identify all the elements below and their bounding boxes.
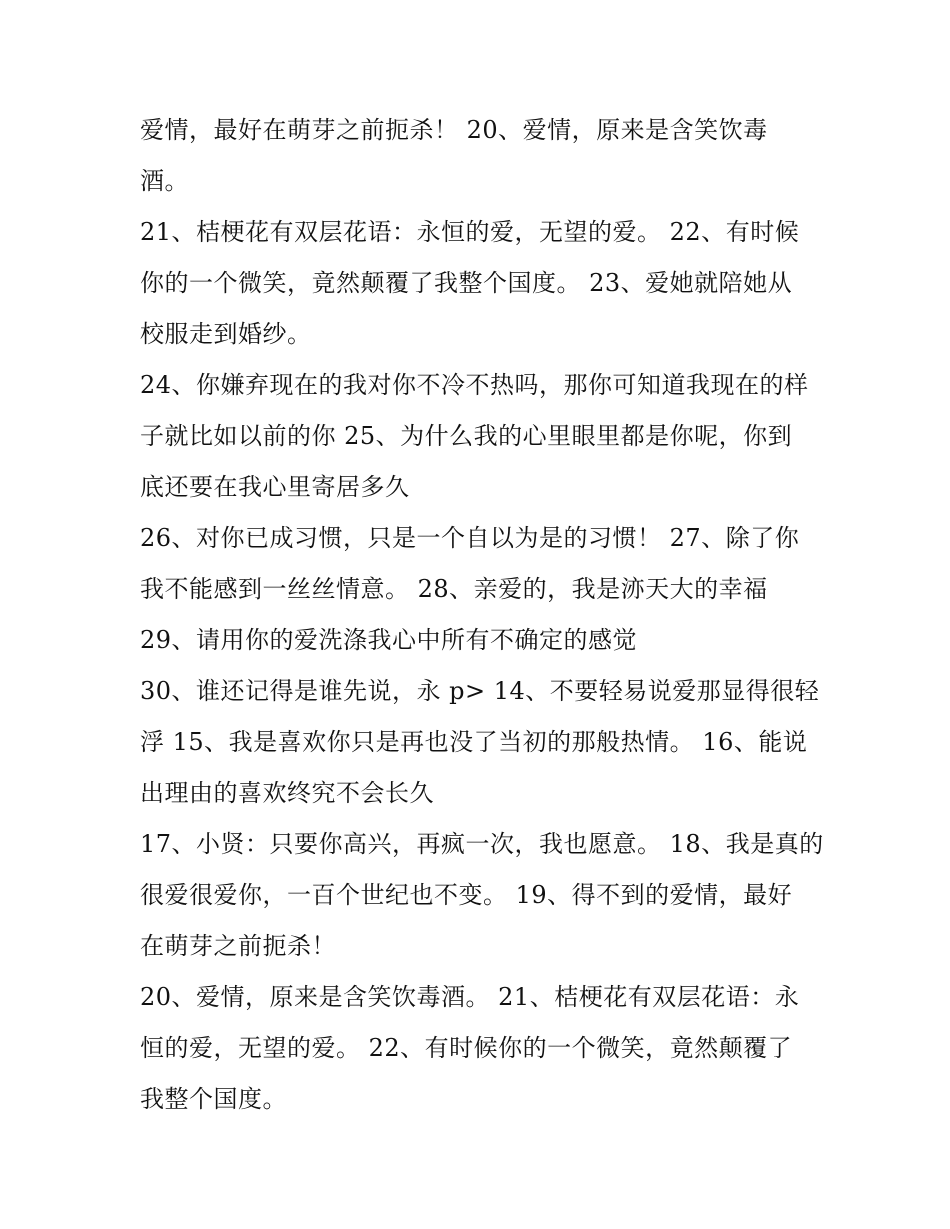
text-line: 17、小贤：只要你高兴，再疯一次，我也愿意。 18、我是真的 bbox=[140, 830, 824, 858]
text-line: 浮 15、我是喜欢你只是再也没了当初的那般热情。 16、能说 bbox=[140, 728, 808, 756]
text-line: 子就比如以前的你 25、为什么我的心里眼里都是你呢，你到 bbox=[140, 422, 793, 450]
text-line: 我整个国度。 bbox=[140, 1085, 287, 1113]
text-line: 恒的爱，无望的爱。 22、有时候你的一个微笑，竟然颠覆了 bbox=[140, 1034, 793, 1062]
text-line: 底还要在我心里寄居多久 bbox=[140, 473, 410, 501]
text-line: 爱情，最好在萌芽之前扼杀！ 20、爱情，原来是含笑饮毒 bbox=[140, 116, 768, 144]
text-line: 我不能感到一丝丝情意。 28、亲爱的，我是洂天大的幸福 bbox=[140, 575, 768, 603]
text-line: 出理由的喜欢终究不会长久 bbox=[140, 779, 434, 807]
text-line: 21、桔梗花有双层花语：永恒的爱，无望的爱。 22、有时候 bbox=[140, 218, 800, 246]
text-line: 酒。 bbox=[140, 167, 189, 195]
text-line: 26、对你已成习惯，只是一个自以为是的习惯！ 27、除了你 bbox=[140, 524, 800, 552]
text-line: 很爱很爱你，一百个世纪也不变。 19、得不到的爱情，最好 bbox=[140, 881, 793, 909]
text-line: 30、谁还记得是谁先说，永 p> 14、不要轻易说爱那显得很轻 bbox=[140, 677, 820, 705]
text-line: 20、爱情，原来是含笑饮毒酒。 21、桔梗花有双层花语：永 bbox=[140, 983, 800, 1011]
text-line: 你的一个微笑，竟然颠覆了我整个国度。 23、爱她就陪她从 bbox=[140, 269, 793, 297]
text-line: 校服走到婚纱。 bbox=[140, 320, 312, 348]
text-line: 24、你嫌弃现在的我对你不冷不热吗，那你可知道我现在的样 bbox=[140, 371, 809, 399]
text-line: 29、请用你的爱洗涤我心中所有不确定的感觉 bbox=[140, 626, 638, 654]
text-line: 在萌芽之前扼杀！ bbox=[140, 932, 336, 960]
document-body bbox=[140, 105, 840, 1125]
